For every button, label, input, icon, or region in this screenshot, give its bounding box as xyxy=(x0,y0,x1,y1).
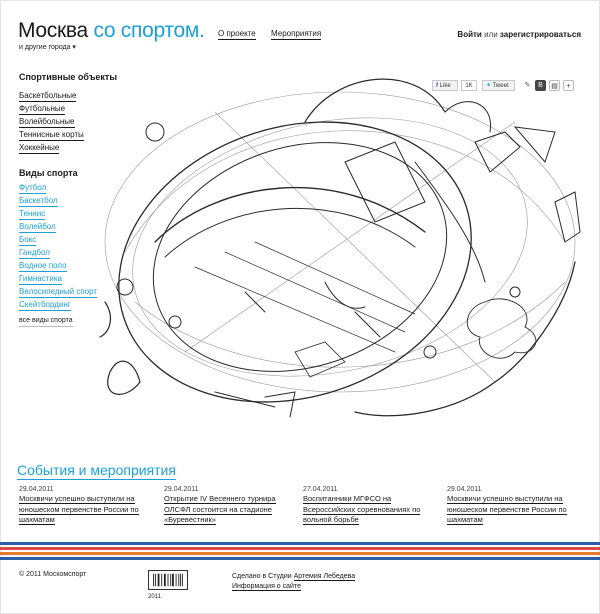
sport-volleyball[interactable]: Волейбол xyxy=(19,222,56,231)
more-share-icon[interactable]: + xyxy=(563,80,574,91)
event-date: 27.04.2011 xyxy=(303,486,338,493)
sport-handball[interactable]: Гандбол xyxy=(19,248,50,257)
event-date: 29.04.2011 xyxy=(19,486,54,493)
login-link[interactable]: Войти xyxy=(457,30,482,39)
barcode-icon xyxy=(148,570,188,590)
tweet-label: Tweet xyxy=(492,83,509,89)
stripe-orange xyxy=(0,552,600,555)
stripe-blue-bottom xyxy=(0,557,600,560)
facility-hockey[interactable]: Хоккейные xyxy=(19,143,60,152)
bookmark-icon[interactable]: ▤ xyxy=(549,80,560,91)
stripe-red xyxy=(0,547,600,550)
facebook-icon: f xyxy=(436,83,438,89)
sports-title: Виды спорта xyxy=(19,168,78,178)
sport-basketball[interactable]: Баскетбол xyxy=(19,196,58,205)
facebook-like-count: 1K xyxy=(461,80,477,91)
chevron-down-icon: ▾ xyxy=(72,44,76,51)
studio-prefix: Сделано в Студии xyxy=(232,573,292,580)
vkontakte-icon[interactable]: В xyxy=(535,80,546,91)
auth-or: или xyxy=(484,30,498,39)
sport-boxing[interactable]: Бокс xyxy=(19,235,37,244)
facility-volleyball[interactable]: Волейбольные xyxy=(19,117,75,126)
event-link[interactable] xyxy=(447,494,577,526)
sport-gymnastics[interactable]: Гимнастика xyxy=(19,274,62,283)
attach-icon[interactable]: ✎ xyxy=(522,80,533,91)
all-sports-link[interactable]: все виды спорта xyxy=(19,316,73,327)
nav-events[interactable]: Мероприятия xyxy=(271,29,322,38)
sport-skateboarding[interactable]: Скейтбординг xyxy=(19,300,71,309)
studio-credit xyxy=(232,572,355,592)
stadium-sketch-illustration xyxy=(95,52,590,432)
tricolor-stripes xyxy=(0,542,600,560)
events-title[interactable]: События и мероприятия xyxy=(17,462,176,478)
logo-main: Москва xyxy=(18,19,88,42)
stripe-blue xyxy=(0,542,600,545)
facebook-like-label: Like xyxy=(439,83,451,89)
event-title: Москвичи успешно выступили на юношеском первенстве России по шахматам xyxy=(19,494,139,524)
event-link[interactable] xyxy=(164,494,296,526)
facility-basketball[interactable]: Баскетбольные xyxy=(19,91,77,100)
event-link[interactable] xyxy=(303,494,435,526)
logo-accent: со спортом. xyxy=(93,19,205,42)
city-selector[interactable] xyxy=(19,43,76,51)
facility-tennis[interactable]: Теннисные корты xyxy=(19,130,84,139)
copyright: © 2011 Москомспорт xyxy=(19,571,87,578)
auth-links xyxy=(457,30,581,39)
register-link[interactable]: зарегистрироваться xyxy=(499,30,581,39)
event-link[interactable] xyxy=(19,494,151,526)
sport-tennis[interactable]: Теннис xyxy=(19,209,46,218)
event-title: Открытие IV Весеннего турнира ОЛСФЛ состоится на стадионе «Буревестник» xyxy=(164,494,276,524)
footer-year: 2011 xyxy=(148,594,161,600)
site-logo[interactable] xyxy=(18,19,205,43)
twitter-icon: ✦ xyxy=(486,83,492,89)
nav-about[interactable]: О проекте xyxy=(218,29,256,38)
sport-water-polo[interactable]: Водное поло xyxy=(19,261,67,270)
site-info-link[interactable]: Информация о сайте xyxy=(232,583,301,590)
sport-cycling[interactable]: Велосипедный спорт xyxy=(19,287,98,296)
facilities-title: Спортивные объекты xyxy=(19,72,118,82)
event-date: 29.04.2011 xyxy=(447,486,482,493)
event-title: Москвичи успешно выступили на юношеском первенстве России по шахматам xyxy=(447,494,567,524)
event-title: Воспитанники МГФСО на Всероссийских соревнованиях по вольной борьбе xyxy=(303,494,421,524)
studio-link[interactable]: Артемия Лебедева xyxy=(293,573,356,580)
facility-football[interactable]: Футбольные xyxy=(19,104,66,113)
city-selector-label: и другие города xyxy=(19,44,71,51)
sport-football[interactable]: Футбол xyxy=(19,183,47,192)
event-date: 29.04.2011 xyxy=(164,486,199,493)
